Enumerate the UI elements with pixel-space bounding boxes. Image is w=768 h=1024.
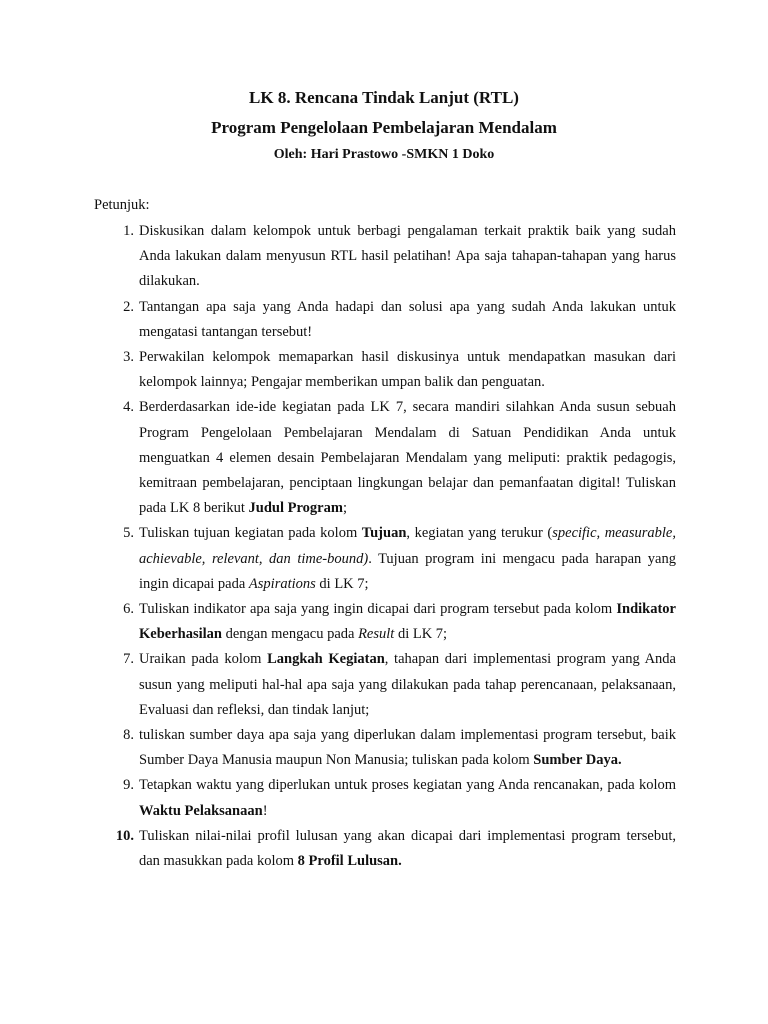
list-item [94, 219, 676, 295]
list-item-number: 4. [123, 399, 134, 416]
emphasis-text: Langkah Kegiatan [267, 651, 385, 668]
list-item [94, 773, 676, 823]
list-item-text: . Tujuan program ini mengacu pada harapan yang ingin dicapai pada [139, 550, 676, 592]
emphasis-text: 8 Profil Lulusan. [297, 853, 402, 870]
list-item-text: di LK 7; [315, 575, 369, 592]
italic-text: Result [358, 626, 395, 643]
list-item [94, 345, 676, 395]
list-item-number: 5. [123, 525, 134, 542]
instructions-heading: Petunjuk: [94, 197, 150, 213]
list-item-number: 7. [123, 651, 134, 668]
list-item-text: Tuliskan indikator apa saja yang ingin dicapai dari program tersebut pada kolom [139, 601, 617, 618]
list-item-number: 8. [123, 727, 134, 744]
document-title: LK 8. Rencana Tindak Lanjut (RTL) [249, 88, 519, 107]
list-item-text: Tantangan apa saja yang Anda hadapi dan solusi apa yang sudah Anda lakukan untuk mengatasi tantangan tersebut! [139, 298, 676, 340]
list-item-text: , tahapan dari implementasi program yang Anda susun yang meliputi hal-hal apa saja yang dilakukan pada tahap perencanaan, pelaksanaan, Evaluasi dan refleksi, dan tindak lanjut; [139, 651, 676, 718]
list-item-number: 2. [123, 298, 134, 315]
list-item [94, 723, 676, 773]
list-item-text: Berderdasarkan ide-ide kegiatan pada LK 7, secara mandiri silahkan Anda susun sebuah Program Pengelolaan Pembelajaran Mendalam di Satuan Pendidikan Anda untuk menguatkan 4 elemen desain Pembelajaran Mendalam yang meliputi: praktik pedagogis, kemitraan pembelajaran, penciptaan lingkungan belajar dan pemanfaatan digital! Tuliskan pada LK 8 berikut [139, 399, 676, 517]
list-item-text: ! [262, 802, 268, 819]
instruction-list [94, 219, 676, 874]
list-item-number: 10. [115, 827, 134, 844]
list-item-number: 6. [123, 601, 134, 618]
list-item [94, 521, 676, 597]
list-item-text: Tetapkan waktu yang diperlukan untuk proses kegiatan yang Anda rencanakan, pada kolom [139, 777, 676, 794]
list-item-text: Tuliskan nilai-nilai profil lulusan yang akan dicapai dari implementasi program tersebut, dan masukkan pada kolom [139, 827, 676, 870]
list-item [94, 395, 676, 521]
italic-text: Aspirations [248, 575, 316, 592]
list-item-text: Tuliskan tujuan kegiatan pada kolom [139, 525, 362, 542]
document-author: Oleh: Hari Prastowo -SMKN 1 Doko [273, 147, 495, 162]
list-item [94, 824, 676, 874]
list-item-text: tuliskan sumber daya apa saja yang diperlukan dalam implementasi program tersebut, baik Sumber Daya Manusia maupun Non Manusia; tuliskan pada kolom [139, 727, 676, 769]
italic-text: specific, measurable, achievable, relevant, dan time-bound) [139, 525, 676, 567]
emphasis-text: Judul Program [248, 500, 343, 517]
list-item-text: di LK 7; [394, 626, 448, 643]
list-item-text: ; [342, 500, 347, 517]
emphasis-text: Sumber Daya. [533, 752, 622, 769]
emphasis-text: Waktu Pelaksanaan [139, 802, 263, 819]
list-item [94, 647, 676, 723]
list-item-text: Uraikan pada kolom [139, 651, 268, 668]
list-item-text: Perwakilan kelompok memaparkan hasil diskusinya untuk mendapatkan masukan dari kelompok lainnya; Pengajar memberikan umpan balik dan penguatan. [139, 349, 676, 391]
list-item [94, 597, 676, 647]
emphasis-text: Tujuan [361, 525, 407, 542]
emphasis-text: Indikator Keberhasilan [139, 601, 676, 643]
list-item-number: 3. [123, 349, 134, 366]
list-item-text: dengan mengacu pada [221, 626, 359, 643]
list-item-text: , kegiatan yang terukur ( [406, 525, 553, 542]
list-item-text: Diskusikan dalam kelompok untuk berbagi pengalaman terkait praktik baik yang sudah Anda lakukan dalam menyusun RTL hasil pelatihan! Apa saja tahapan-tahapan yang harus dilakukan. [139, 223, 676, 290]
document-subtitle: Program Pengelolaan Pembelajaran Mendalam [211, 118, 557, 137]
list-item-number: 9. [123, 777, 134, 794]
list-item-number: 1. [123, 223, 134, 239]
list-item [94, 295, 676, 345]
